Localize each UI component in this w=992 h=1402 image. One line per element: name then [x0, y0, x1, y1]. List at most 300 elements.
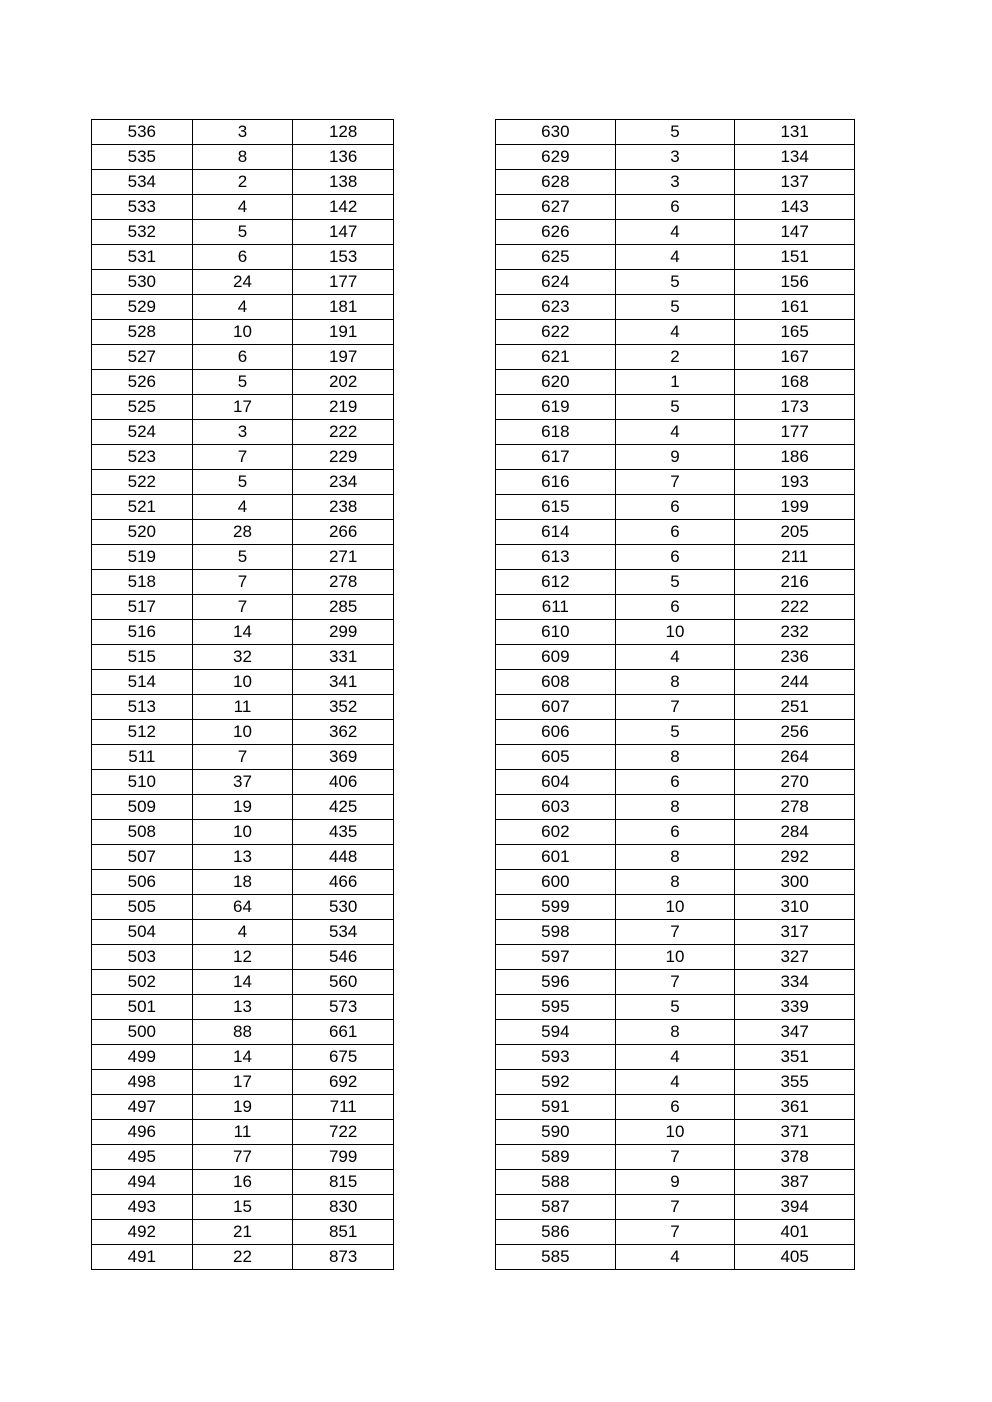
cell-cumulative: 722 [293, 1120, 394, 1145]
table-row [92, 820, 394, 845]
cell-cumulative: 193 [735, 470, 855, 495]
table-body-right [496, 120, 855, 1270]
cell-count: 7 [192, 745, 293, 770]
table-row [496, 520, 855, 545]
cell-count: 8 [615, 670, 735, 695]
cell-cumulative: 387 [735, 1170, 855, 1195]
cell-score: 526 [92, 370, 193, 395]
cell-score: 506 [92, 870, 193, 895]
cell-score: 512 [92, 720, 193, 745]
score-table-right [495, 119, 855, 1270]
cell-score: 516 [92, 620, 193, 645]
table-row [496, 1170, 855, 1195]
cell-cumulative: 310 [735, 895, 855, 920]
cell-score: 511 [92, 745, 193, 770]
cell-count: 4 [192, 295, 293, 320]
cell-count: 3 [615, 145, 735, 170]
table-row [92, 770, 394, 795]
table-row [496, 1145, 855, 1170]
table-row [496, 445, 855, 470]
table-row [496, 695, 855, 720]
cell-count: 5 [192, 220, 293, 245]
cell-score: 607 [496, 695, 616, 720]
table-row [496, 845, 855, 870]
cell-cumulative: 270 [735, 770, 855, 795]
cell-cumulative: 466 [293, 870, 394, 895]
table-row [496, 670, 855, 695]
cell-cumulative: 435 [293, 820, 394, 845]
cell-count: 8 [192, 145, 293, 170]
cell-cumulative: 137 [735, 170, 855, 195]
cell-count: 7 [192, 595, 293, 620]
cell-count: 24 [192, 270, 293, 295]
cell-score: 601 [496, 845, 616, 870]
cell-count: 17 [192, 1070, 293, 1095]
cell-score: 530 [92, 270, 193, 295]
table-row [92, 270, 394, 295]
cell-count: 5 [192, 545, 293, 570]
cell-count: 4 [615, 320, 735, 345]
cell-cumulative: 830 [293, 1195, 394, 1220]
table-row [92, 445, 394, 470]
cell-cumulative: 131 [735, 120, 855, 145]
table-row [92, 145, 394, 170]
cell-score: 605 [496, 745, 616, 770]
table-row [496, 570, 855, 595]
cell-score: 524 [92, 420, 193, 445]
cell-count: 10 [615, 1120, 735, 1145]
table-row [92, 370, 394, 395]
cell-cumulative: 211 [735, 545, 855, 570]
cell-count: 2 [192, 170, 293, 195]
cell-cumulative: 378 [735, 1145, 855, 1170]
cell-cumulative: 331 [293, 645, 394, 670]
cell-count: 77 [192, 1145, 293, 1170]
cell-score: 610 [496, 620, 616, 645]
cell-count: 6 [615, 545, 735, 570]
cell-count: 6 [615, 495, 735, 520]
cell-count: 11 [192, 1120, 293, 1145]
cell-score: 514 [92, 670, 193, 695]
cell-count: 15 [192, 1195, 293, 1220]
cell-count: 37 [192, 770, 293, 795]
cell-cumulative: 143 [735, 195, 855, 220]
table-row [92, 1020, 394, 1045]
cell-count: 5 [615, 570, 735, 595]
table-row [92, 1220, 394, 1245]
cell-score: 616 [496, 470, 616, 495]
cell-cumulative: 138 [293, 170, 394, 195]
cell-score: 500 [92, 1020, 193, 1045]
cell-score: 491 [92, 1245, 193, 1270]
cell-score: 587 [496, 1195, 616, 1220]
cell-score: 593 [496, 1045, 616, 1070]
table-row [496, 245, 855, 270]
cell-count: 5 [615, 395, 735, 420]
cell-score: 533 [92, 195, 193, 220]
table-row [496, 320, 855, 345]
cell-cumulative: 142 [293, 195, 394, 220]
cell-cumulative: 341 [293, 670, 394, 695]
table-row [92, 1245, 394, 1270]
cell-score: 590 [496, 1120, 616, 1145]
cell-score: 503 [92, 945, 193, 970]
cell-cumulative: 284 [735, 820, 855, 845]
table-row [92, 470, 394, 495]
table-row [92, 995, 394, 1020]
cell-cumulative: 425 [293, 795, 394, 820]
table-row [496, 1120, 855, 1145]
table-row [92, 295, 394, 320]
cell-cumulative: 351 [735, 1045, 855, 1070]
cell-cumulative: 352 [293, 695, 394, 720]
cell-cumulative: 405 [735, 1245, 855, 1270]
cell-score: 613 [496, 545, 616, 570]
cell-score: 591 [496, 1095, 616, 1120]
cell-score: 499 [92, 1045, 193, 1070]
table-row [92, 570, 394, 595]
cell-cumulative: 661 [293, 1020, 394, 1045]
cell-cumulative: 530 [293, 895, 394, 920]
table-row [92, 620, 394, 645]
cell-score: 624 [496, 270, 616, 295]
cell-cumulative: 232 [735, 620, 855, 645]
cell-cumulative: 167 [735, 345, 855, 370]
table-row [496, 495, 855, 520]
cell-score: 619 [496, 395, 616, 420]
cell-score: 492 [92, 1220, 193, 1245]
cell-cumulative: 222 [293, 420, 394, 445]
cell-count: 4 [615, 645, 735, 670]
cell-cumulative: 161 [735, 295, 855, 320]
cell-count: 22 [192, 1245, 293, 1270]
cell-score: 606 [496, 720, 616, 745]
cell-score: 502 [92, 970, 193, 995]
cell-score: 592 [496, 1070, 616, 1095]
table-row [496, 1095, 855, 1120]
cell-score: 602 [496, 820, 616, 845]
table-row [496, 395, 855, 420]
table-row [92, 320, 394, 345]
cell-cumulative: 147 [735, 220, 855, 245]
cell-cumulative: 278 [293, 570, 394, 595]
cell-score: 534 [92, 170, 193, 195]
cell-score: 498 [92, 1070, 193, 1095]
cell-score: 521 [92, 495, 193, 520]
cell-count: 7 [615, 920, 735, 945]
cell-cumulative: 153 [293, 245, 394, 270]
table-row [496, 970, 855, 995]
cell-cumulative: 177 [735, 420, 855, 445]
cell-score: 532 [92, 220, 193, 245]
cell-cumulative: 264 [735, 745, 855, 770]
table-row [92, 745, 394, 770]
cell-count: 4 [615, 245, 735, 270]
cell-cumulative: 406 [293, 770, 394, 795]
cell-count: 1 [615, 370, 735, 395]
cell-cumulative: 799 [293, 1145, 394, 1170]
cell-count: 6 [615, 1095, 735, 1120]
cell-score: 507 [92, 845, 193, 870]
cell-score: 529 [92, 295, 193, 320]
table-body-left [92, 120, 394, 1270]
cell-score: 588 [496, 1170, 616, 1195]
cell-count: 16 [192, 1170, 293, 1195]
cell-score: 628 [496, 170, 616, 195]
table-row [92, 795, 394, 820]
table-row [92, 1195, 394, 1220]
table-row [92, 345, 394, 370]
cell-cumulative: 222 [735, 595, 855, 620]
cell-count: 4 [192, 495, 293, 520]
cell-cumulative: 216 [735, 570, 855, 595]
cell-score: 585 [496, 1245, 616, 1270]
cell-count: 7 [615, 970, 735, 995]
cell-count: 8 [615, 870, 735, 895]
cell-cumulative: 317 [735, 920, 855, 945]
table-row [92, 645, 394, 670]
cell-count: 7 [192, 570, 293, 595]
cell-count: 7 [615, 470, 735, 495]
table-row [496, 1220, 855, 1245]
cell-score: 609 [496, 645, 616, 670]
cell-count: 21 [192, 1220, 293, 1245]
cell-score: 595 [496, 995, 616, 1020]
table-row [92, 695, 394, 720]
cell-score: 504 [92, 920, 193, 945]
cell-score: 523 [92, 445, 193, 470]
cell-score: 493 [92, 1195, 193, 1220]
cell-score: 528 [92, 320, 193, 345]
cell-score: 596 [496, 970, 616, 995]
table-row [496, 995, 855, 1020]
table-row [92, 1170, 394, 1195]
cell-count: 10 [615, 620, 735, 645]
cell-count: 10 [192, 820, 293, 845]
cell-score: 513 [92, 695, 193, 720]
cell-cumulative: 229 [293, 445, 394, 470]
cell-count: 5 [192, 470, 293, 495]
table-row [496, 145, 855, 170]
table-row [92, 1120, 394, 1145]
cell-count: 14 [192, 620, 293, 645]
cell-count: 3 [192, 420, 293, 445]
cell-count: 13 [192, 845, 293, 870]
cell-count: 3 [192, 120, 293, 145]
table-row [496, 920, 855, 945]
cell-count: 4 [615, 420, 735, 445]
cell-count: 7 [615, 1145, 735, 1170]
table-row [92, 595, 394, 620]
cell-score: 535 [92, 145, 193, 170]
cell-score: 617 [496, 445, 616, 470]
table-row [92, 720, 394, 745]
cell-score: 495 [92, 1145, 193, 1170]
cell-score: 626 [496, 220, 616, 245]
cell-cumulative: 355 [735, 1070, 855, 1095]
table-row [496, 1245, 855, 1270]
cell-score: 594 [496, 1020, 616, 1045]
cell-count: 5 [615, 995, 735, 1020]
cell-count: 5 [615, 720, 735, 745]
cell-count: 18 [192, 870, 293, 895]
table-row [496, 945, 855, 970]
cell-cumulative: 873 [293, 1245, 394, 1270]
table-row [496, 895, 855, 920]
cell-score: 622 [496, 320, 616, 345]
table-row [92, 495, 394, 520]
cell-score: 620 [496, 370, 616, 395]
table-row [92, 1070, 394, 1095]
table-row [92, 420, 394, 445]
cell-count: 64 [192, 895, 293, 920]
cell-score: 597 [496, 945, 616, 970]
table-row [92, 395, 394, 420]
cell-score: 608 [496, 670, 616, 695]
cell-count: 6 [615, 520, 735, 545]
cell-score: 501 [92, 995, 193, 1020]
cell-count: 6 [192, 245, 293, 270]
cell-cumulative: 202 [293, 370, 394, 395]
cell-cumulative: 181 [293, 295, 394, 320]
cell-cumulative: 711 [293, 1095, 394, 1120]
cell-cumulative: 251 [735, 695, 855, 720]
cell-count: 17 [192, 395, 293, 420]
cell-score: 625 [496, 245, 616, 270]
table-row [496, 220, 855, 245]
cell-cumulative: 300 [735, 870, 855, 895]
table-row [92, 245, 394, 270]
cell-cumulative: 134 [735, 145, 855, 170]
table-row [496, 1045, 855, 1070]
cell-cumulative: 394 [735, 1195, 855, 1220]
cell-score: 518 [92, 570, 193, 595]
cell-cumulative: 851 [293, 1220, 394, 1245]
cell-count: 10 [615, 945, 735, 970]
table-row [92, 870, 394, 895]
table-row [496, 720, 855, 745]
cell-count: 88 [192, 1020, 293, 1045]
cell-count: 4 [615, 220, 735, 245]
cell-count: 9 [615, 445, 735, 470]
cell-count: 3 [615, 170, 735, 195]
cell-count: 6 [615, 820, 735, 845]
cell-cumulative: 278 [735, 795, 855, 820]
cell-cumulative: 534 [293, 920, 394, 945]
cell-score: 496 [92, 1120, 193, 1145]
cell-count: 10 [192, 720, 293, 745]
table-row [92, 220, 394, 245]
cell-score: 509 [92, 795, 193, 820]
cell-score: 615 [496, 495, 616, 520]
cell-score: 519 [92, 545, 193, 570]
cell-cumulative: 219 [293, 395, 394, 420]
cell-cumulative: 236 [735, 645, 855, 670]
cell-count: 4 [192, 920, 293, 945]
table-row [496, 120, 855, 145]
cell-cumulative: 371 [735, 1120, 855, 1145]
table-row [92, 920, 394, 945]
cell-cumulative: 191 [293, 320, 394, 345]
table-row [496, 1195, 855, 1220]
cell-score: 515 [92, 645, 193, 670]
cell-count: 8 [615, 845, 735, 870]
cell-count: 10 [192, 320, 293, 345]
cell-count: 4 [615, 1045, 735, 1070]
cell-score: 510 [92, 770, 193, 795]
cell-cumulative: 299 [293, 620, 394, 645]
cell-score: 629 [496, 145, 616, 170]
cell-cumulative: 692 [293, 1070, 394, 1095]
cell-cumulative: 339 [735, 995, 855, 1020]
cell-count: 6 [615, 195, 735, 220]
cell-cumulative: 168 [735, 370, 855, 395]
table-row [92, 1145, 394, 1170]
cell-count: 12 [192, 945, 293, 970]
table-row [496, 770, 855, 795]
table-row [496, 345, 855, 370]
cell-cumulative: 173 [735, 395, 855, 420]
table-row [496, 620, 855, 645]
cell-score: 525 [92, 395, 193, 420]
cell-cumulative: 327 [735, 945, 855, 970]
table-row [496, 545, 855, 570]
tables-container [91, 119, 855, 1270]
cell-count: 4 [192, 195, 293, 220]
table-row [496, 420, 855, 445]
cell-score: 505 [92, 895, 193, 920]
table-row [496, 470, 855, 495]
cell-count: 5 [615, 120, 735, 145]
cell-score: 527 [92, 345, 193, 370]
cell-cumulative: 199 [735, 495, 855, 520]
table-row [92, 120, 394, 145]
cell-count: 8 [615, 1020, 735, 1045]
table-row [92, 1095, 394, 1120]
cell-score: 497 [92, 1095, 193, 1120]
cell-cumulative: 448 [293, 845, 394, 870]
cell-cumulative: 271 [293, 545, 394, 570]
cell-count: 10 [192, 670, 293, 695]
table-row [496, 1070, 855, 1095]
cell-count: 6 [615, 770, 735, 795]
cell-cumulative: 573 [293, 995, 394, 1020]
cell-count: 8 [615, 795, 735, 820]
cell-cumulative: 292 [735, 845, 855, 870]
cell-score: 520 [92, 520, 193, 545]
table-row [496, 370, 855, 395]
table-row [92, 170, 394, 195]
cell-cumulative: 266 [293, 520, 394, 545]
table-row [92, 1045, 394, 1070]
cell-cumulative: 560 [293, 970, 394, 995]
cell-cumulative: 156 [735, 270, 855, 295]
cell-count: 7 [192, 445, 293, 470]
table-row [92, 670, 394, 695]
table-row [496, 820, 855, 845]
cell-score: 630 [496, 120, 616, 145]
cell-score: 522 [92, 470, 193, 495]
score-table-left [91, 119, 394, 1270]
cell-cumulative: 205 [735, 520, 855, 545]
cell-cumulative: 197 [293, 345, 394, 370]
cell-count: 8 [615, 745, 735, 770]
cell-cumulative: 369 [293, 745, 394, 770]
table-row [92, 195, 394, 220]
cell-count: 4 [615, 1070, 735, 1095]
cell-cumulative: 361 [735, 1095, 855, 1120]
cell-count: 19 [192, 1095, 293, 1120]
